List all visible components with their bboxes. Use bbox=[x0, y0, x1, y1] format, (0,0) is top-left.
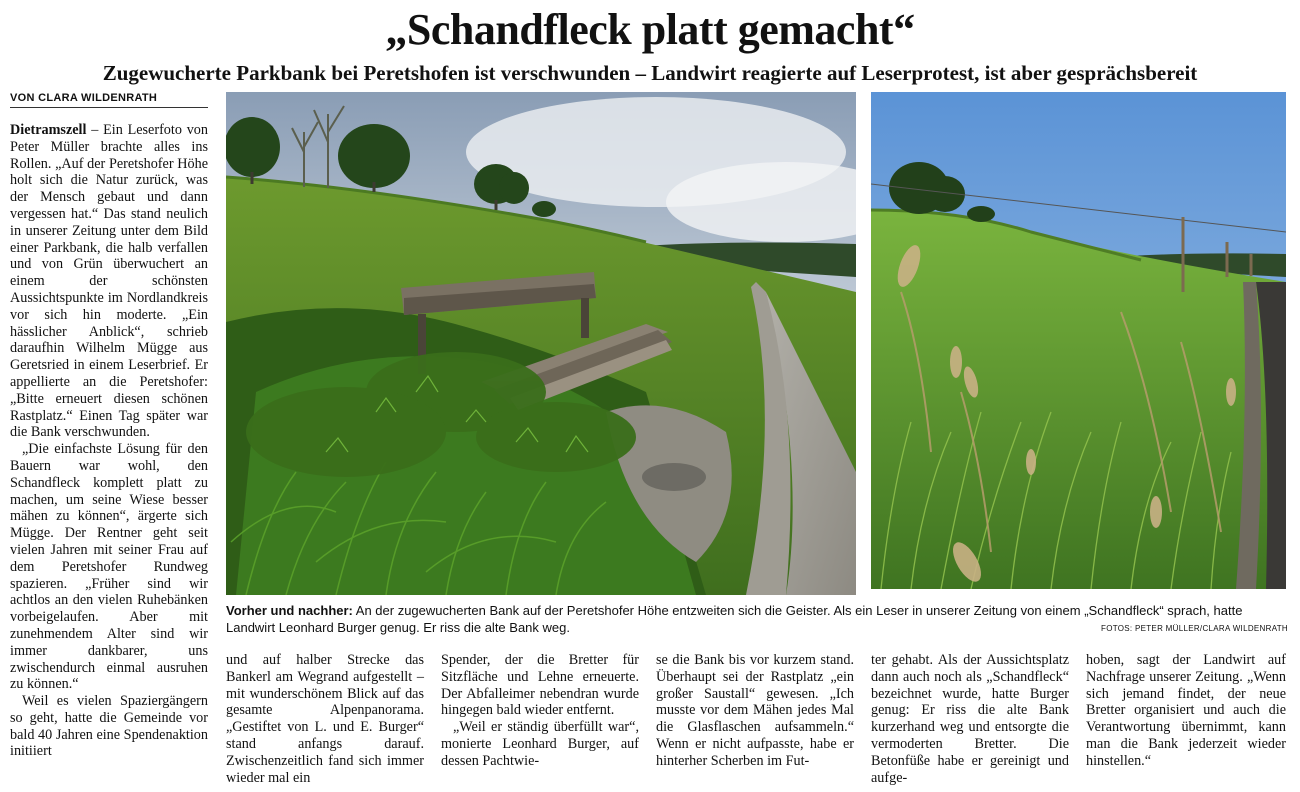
photo-before-bench bbox=[226, 92, 856, 595]
paragraph: „Die einfachste Lösung für den Bauern war wohl, den Schandfleck komplett platt zu machen, um seine Wiese besser mähen zu können“, ärgerte sich Mügge. Der Rentner geht seit vielen Jahren mit seiner Frau auf dem Peretshofer Rundweg spazieren. „Früher sind wir achtlos an den vielen Ruhebänken vorbeigelaufen. Aber mit zunehmendem Alter sind wir immer dankbarer, uns zwischendurch einmal ausruhen zu können.“ bbox=[10, 441, 208, 693]
paragraph: ter gehabt. Als der Aussichtsplatz dann auch noch als „Schandfleck“ bezeichnet wurde, hatte Burger genug: Er riss die alte Bank kurzerhand weg und entsorgte die vermoderten Bretter. Die Betonfüße habe er gereinigt und aufge- bbox=[871, 652, 1069, 786]
paragraph: und auf halber Strecke das Bankerl am Wegrand aufgestellt – mit wunderschönem Blick auf das gesamte Alpenpanorama. „Gestiftet von L. und E. Burger“ stand anfangs darauf. Zwischenzeitlich fand sich immer wieder mal ein bbox=[226, 652, 424, 786]
headline: „Schandfleck platt gemacht“ bbox=[385, 5, 915, 54]
paragraph: – Ein Leserfoto von Peter Müller brachte alles ins Rollen. „Auf der Peretshofer Höhe holt sich die Natur zurück, was der Mensch gebaut und dann vergessen hat.“ Das stand neulich in unserer Zeitung unter dem Bild einer Parkbank, die halb verfallen und von Grün überwuchert an einem der schönsten Aussichtspunkte im Nordlandkreis vor sich hin moderte. „Ein hässlicher Anblick“, schrieb daraufhin Wilhelm Mügge aus Geretsried in einem Leserbrief. Er appellierte an die Peretshofer: „Bitte erneuert diesen schönen Rastplatz.“ Einen Tag später war die Bank verschwunden. bbox=[10, 122, 208, 441]
dateline: Dietramszell bbox=[10, 122, 87, 138]
paragraph: Weil es vielen Spaziergängern so geht, hatte die Gemeinde vor bald 40 Jahren eine Spendenaktion initiiert bbox=[10, 693, 208, 760]
caption-lead: Vorher und nachher: bbox=[226, 603, 353, 618]
subheadline: Zugewucherte Parkbank bei Peretshofen ist verschwunden – Landwirt reagierte auf Leserprotest, ist aber gesprächsbereit bbox=[102, 61, 1198, 85]
article-column-2 bbox=[226, 652, 424, 786]
photo-after-meadow bbox=[871, 92, 1286, 589]
article-column-3 bbox=[441, 652, 639, 770]
paragraph: hoben, sagt der Landwirt auf Nachfrage unserer Zeitung. „Wenn sich jemand findet, der neue Bretter organisiert und auch die Verantwortung übernimmt, kann man die Bank jederzeit wieder hinstellen.“ bbox=[1086, 652, 1286, 769]
byline: VON CLARA WILDENRATH bbox=[10, 92, 208, 108]
article-column-5 bbox=[871, 652, 1069, 786]
caption-text: An der zugewucherten Bank auf der Peretshofer Höhe entzweiten sich die Geister. Als ein Leser in unserer Zeitung von einem „Schandfleck“ sprach, hatte Landwirt Leonhard Burger genug. Er riss die alte Bank weg. bbox=[226, 603, 1243, 635]
article-column-6 bbox=[1086, 652, 1286, 770]
article-column-4 bbox=[656, 652, 854, 770]
paragraph: se die Bank bis vor kurzem stand. Überhaupt sei der Rastplatz „ein großer Saustall“ gewesen. „Ich musste vor dem Mähen jedes Mal die Glasflaschen aufsammeln.“ Wenn er nicht aufpasste, habe er hinterher Scherben im Fut- bbox=[656, 652, 854, 769]
paragraph: Spender, der die Bretter für Sitzfläche und Lehne erneuerte. Der Abfalleimer nebendran wurde hingegen bald wieder entfernt. bbox=[441, 652, 639, 719]
article-column-1 bbox=[10, 122, 208, 760]
photo-credit: FOTOS: PETER MÜLLER/CLARA WILDENRATH bbox=[1101, 624, 1288, 633]
paragraph: „Weil er ständig überfüllt war“, monierte Leonhard Burger, auf dessen Pachtwie- bbox=[441, 719, 639, 769]
